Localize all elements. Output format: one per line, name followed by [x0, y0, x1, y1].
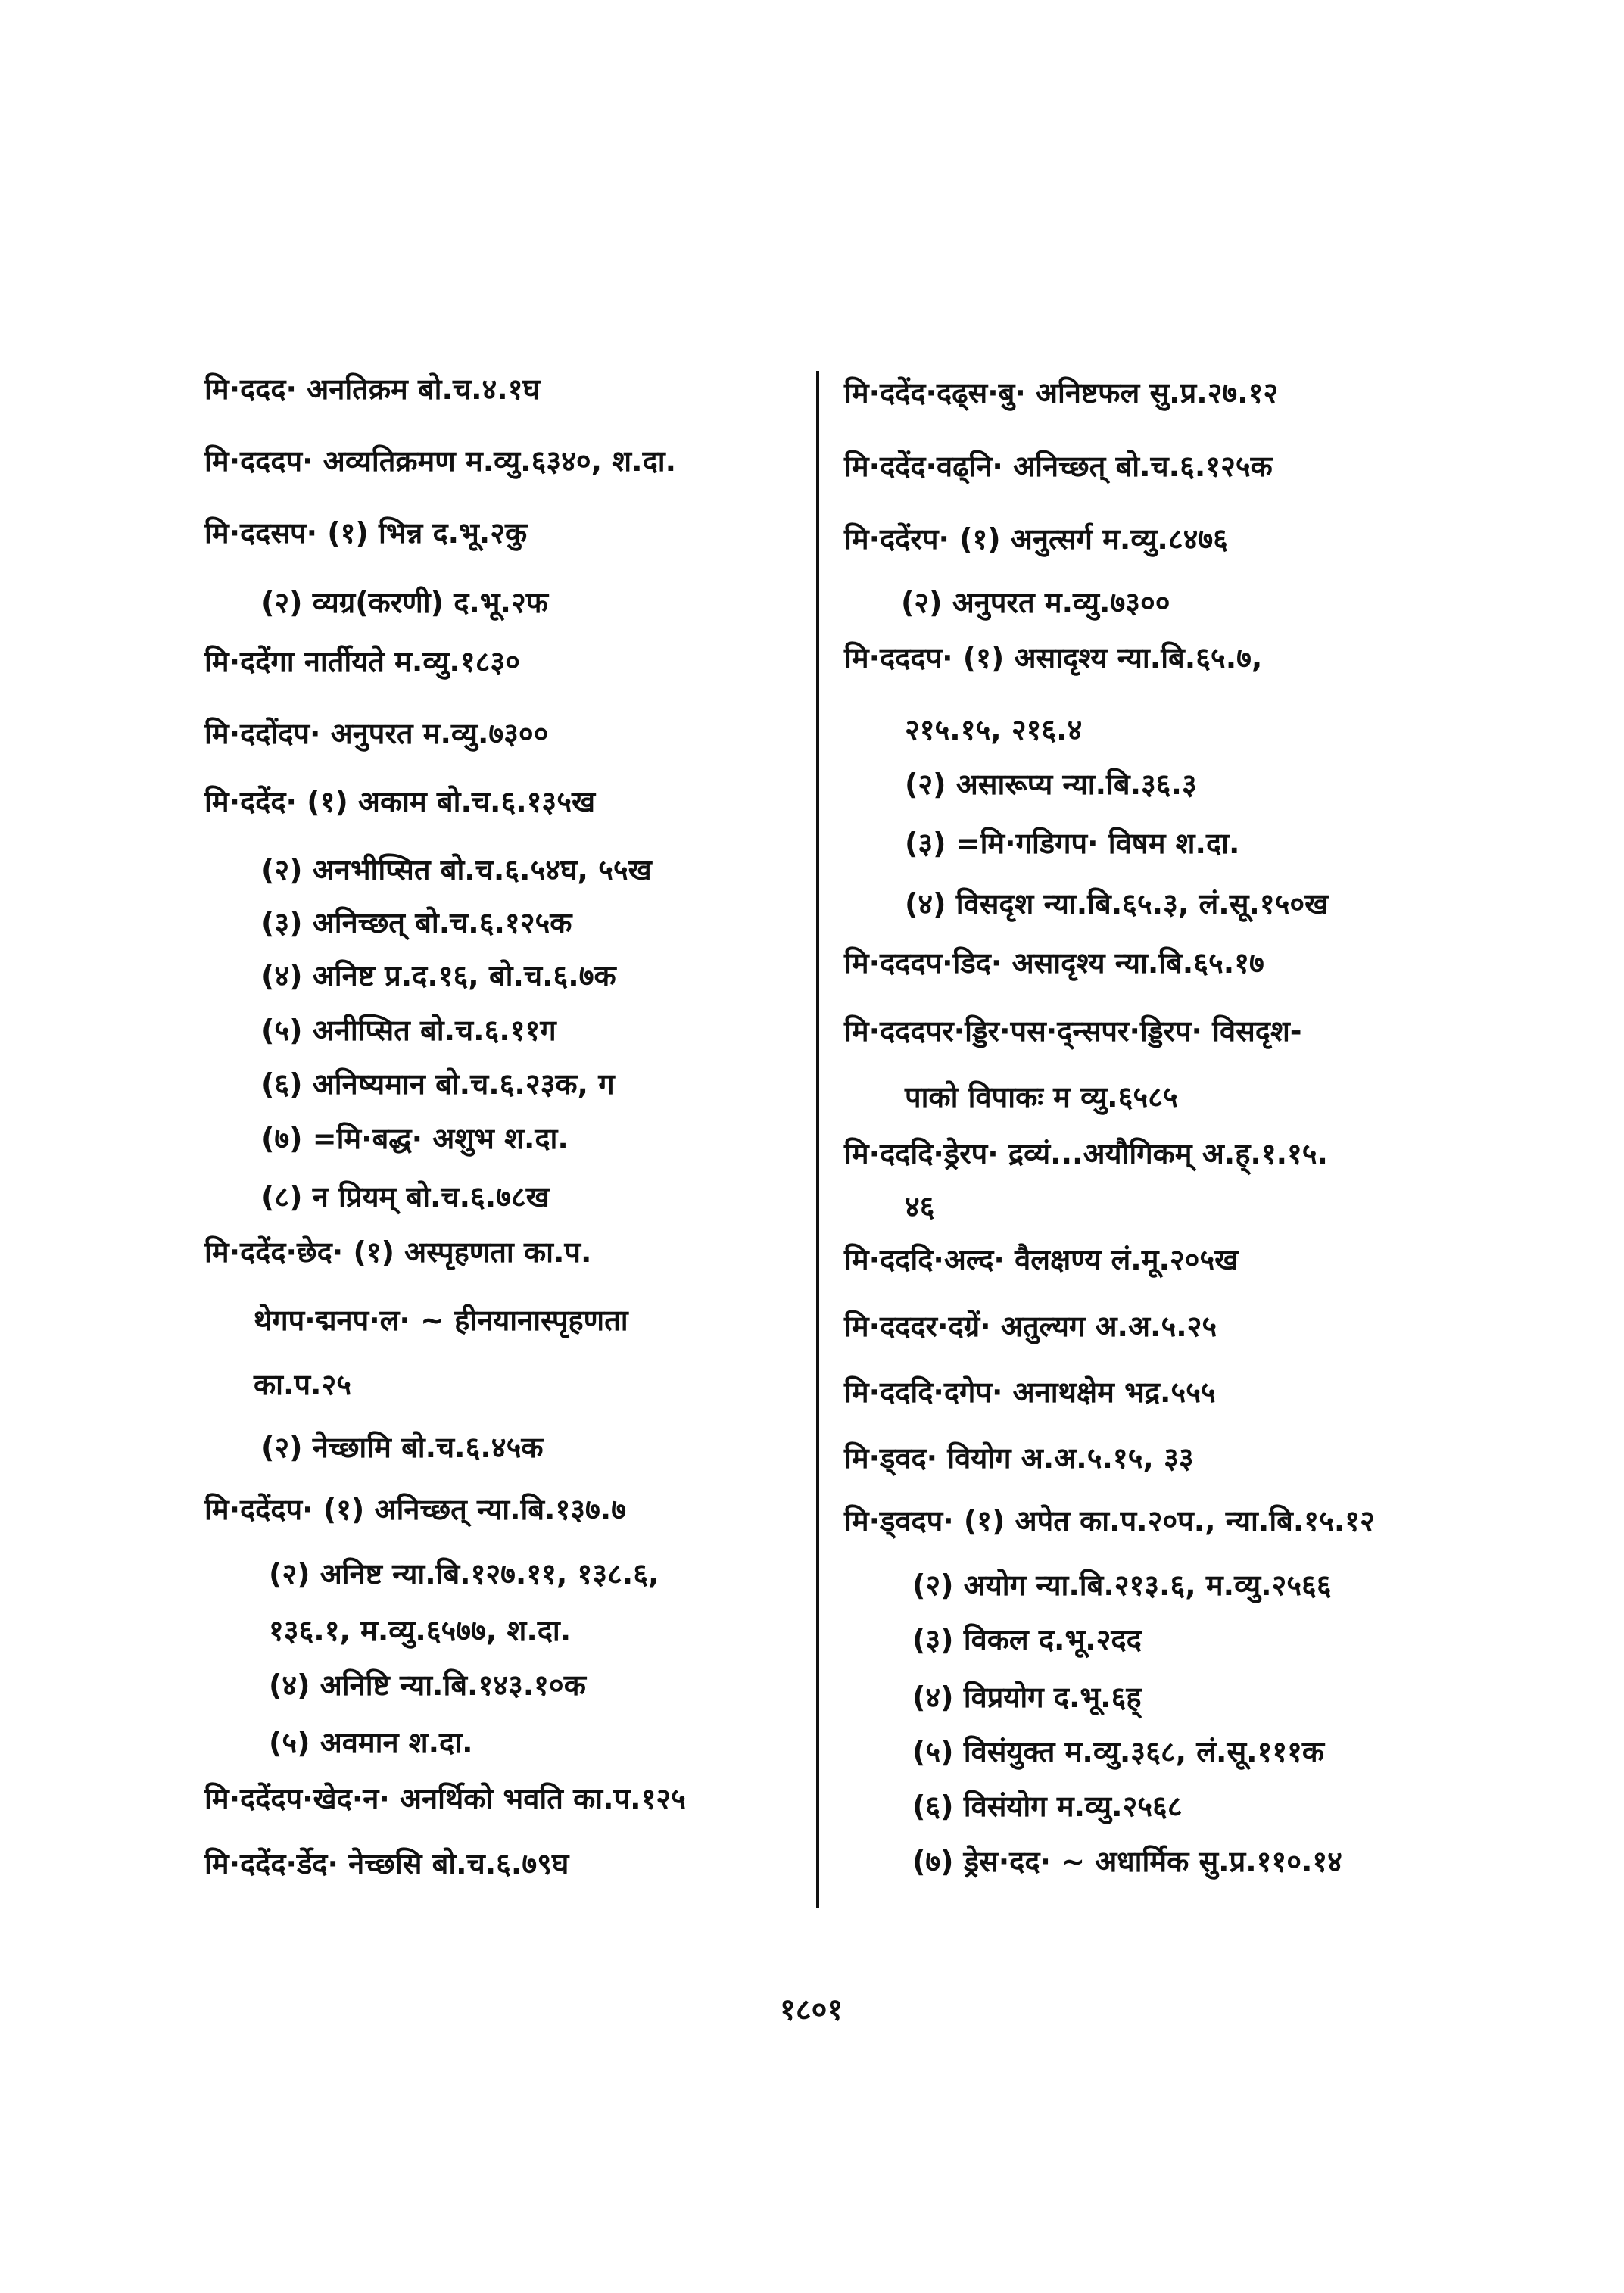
entry-line: मि·दददप·डिद· असादृश्य न्या.बि.६५.१७ — [844, 946, 1264, 980]
entry-line: (२) अनभीप्सित बो.च.६.५४घ, ५५ख — [261, 853, 652, 886]
entry-line: (३) =मि·गडिगप· विषम श.दा. — [905, 827, 1240, 860]
entry-line: (२) असारूप्य न्या.बि.३६.३ — [905, 768, 1197, 801]
entry-line: मि·ददोंदप· अनुपरत म.व्यु.७३०० — [204, 717, 549, 750]
entry-line: (६) अनिष्यमान बो.च.६.२३क, ग — [261, 1067, 615, 1101]
entry-line: (२) व्यग्र(करणी) द.भू.२फ — [261, 586, 549, 619]
entry-line: मि·ददेंद· (१) अकाम बो.च.६.१३५ख — [204, 785, 596, 818]
entry-line: मि·दददप· अव्यतिक्रमण म.व्यु.६३४०, श.दा. — [204, 444, 677, 478]
entry-line: मि·दददप· (१) असादृश्य न्या.बि.६५.७, — [844, 641, 1263, 675]
entry-line: पाको विपाकः म व्यु.६५८५ — [905, 1080, 1178, 1114]
entry-line: (४) विसदृश न्या.बि.६५.३, लं.सू.१५०ख — [905, 887, 1329, 921]
entry-line: (८) न प्रियम् बो.च.६.७८ख — [261, 1180, 550, 1213]
entry-line: मि·ददेंद·र्डेद· नेच्छसि बो.च.६.७९घ — [204, 1847, 569, 1880]
entry-line: (३) अनिच्छत् बो.च.६.१२५क — [261, 906, 572, 939]
entry-line: मि·ददेंदप·खेद·न· अनर्थिको भवति का.प.१२५ — [204, 1782, 686, 1815]
entry-line: मि·ददेंद·दढ्स·बु· अनिष्टफल सु.प्र.२७.१२ — [844, 376, 1279, 410]
entry-line: ४६ — [905, 1190, 935, 1223]
entry-line: (४) अनिष्टि न्या.बि.१४३.१०क — [269, 1668, 586, 1702]
entry-line: (५) विसंयुक्त म.व्यु.३६८, लं.सू.१११क — [912, 1735, 1325, 1768]
entry-line: मि·ड्वद· वियोग अ.अ.५.१५, ३३ — [844, 1441, 1194, 1475]
entry-line: (४) अनिष्ट प्र.द.१६, बो.च.६.७क — [261, 959, 616, 992]
entry-line: (२) नेच्छामि बो.च.६.४५क — [261, 1431, 544, 1464]
entry-line: १३६.१, म.व्यु.६५७७, श.दा. — [269, 1614, 572, 1647]
entry-line: मि·ददेंरप· (१) अनुत्सर्ग म.व्यु.८४७६ — [844, 522, 1228, 556]
entry-line: मि·ददेंद·छेद· (१) अस्पृहणता का.प. — [204, 1235, 592, 1269]
entry-line: मि·ददसप· (१) भिन्न द.भू.२कु — [204, 516, 528, 550]
page-number: १८०१ — [780, 1992, 843, 2027]
entry-line: मि·ददेंगा नार्तीयते म.व्यु.१८३० — [204, 645, 520, 678]
entry-line: थेगप·द्मनप·ल· ~ हीनयानास्पृहणता — [254, 1304, 628, 1337]
entry-line: मि·दददि·अल्द· वैलक्षण्य लं.मू.२०५ख — [844, 1243, 1239, 1276]
entry-line: २१५.१५, २१६.४ — [905, 713, 1083, 746]
entry-line: (५) अनीप्सित बो.च.६.११ग — [261, 1014, 556, 1047]
entry-line: मि·ददेंद·वढ्नि· अनिच्छत् बो.च.६.१२५क — [844, 450, 1273, 483]
entry-line: मि·दददि·ड्रेरप· द्रव्यं...अयौगिकम् अ.ह्.१.१५. — [844, 1137, 1328, 1170]
entry-line: मि·ददद· अनतिक्रम बो.च.४.१घ — [204, 372, 540, 406]
entry-line: (७) =मि·बद्ध· अशुभ श.दा. — [261, 1122, 569, 1155]
entry-line: मि·ददेंदप· (१) अनिच्छत् न्या.बि.१३७.७ — [204, 1493, 626, 1526]
entry-line: (२) अनिष्ट न्या.बि.१२७.११, १३८.६, — [269, 1557, 659, 1590]
entry-line: (७) ड्रेस·दद· ~ अधार्मिक सु.प्र.११०.१४ — [912, 1845, 1342, 1878]
column-divider — [816, 371, 819, 1908]
entry-line: (२) अनुपरत म.व्यु.७३०० — [901, 586, 1170, 619]
entry-line: (३) विकल द.भू.२दद — [912, 1623, 1142, 1656]
entry-line: मि·दददपर·ड्डिर·पस·द्न्सपर·ड्डिरप· विसदृश- — [844, 1014, 1302, 1048]
entry-line: (६) विसंयोग म.व्यु.२५६८ — [912, 1790, 1183, 1823]
entry-line: मि·दददि·दगेप· अनाथक्षेम भद्र.५५५ — [844, 1375, 1216, 1409]
entry-line: (२) अयोग न्या.बि.२१३.६, म.व्यु.२५६६ — [912, 1569, 1332, 1602]
entry-line: का.प.२५ — [254, 1368, 352, 1401]
entry-line: (५) अवमान श.दा. — [269, 1726, 473, 1759]
entry-line: मि·ड्वदप· (१) अपेत का.प.२०प., न्या.बि.१५.१२ — [844, 1504, 1375, 1537]
entry-line: मि·दददर·दग्रें· अतुल्यग अ.अ.५.२५ — [844, 1310, 1217, 1343]
entry-line: (४) विप्रयोग द.भू.६ह् — [912, 1681, 1142, 1714]
